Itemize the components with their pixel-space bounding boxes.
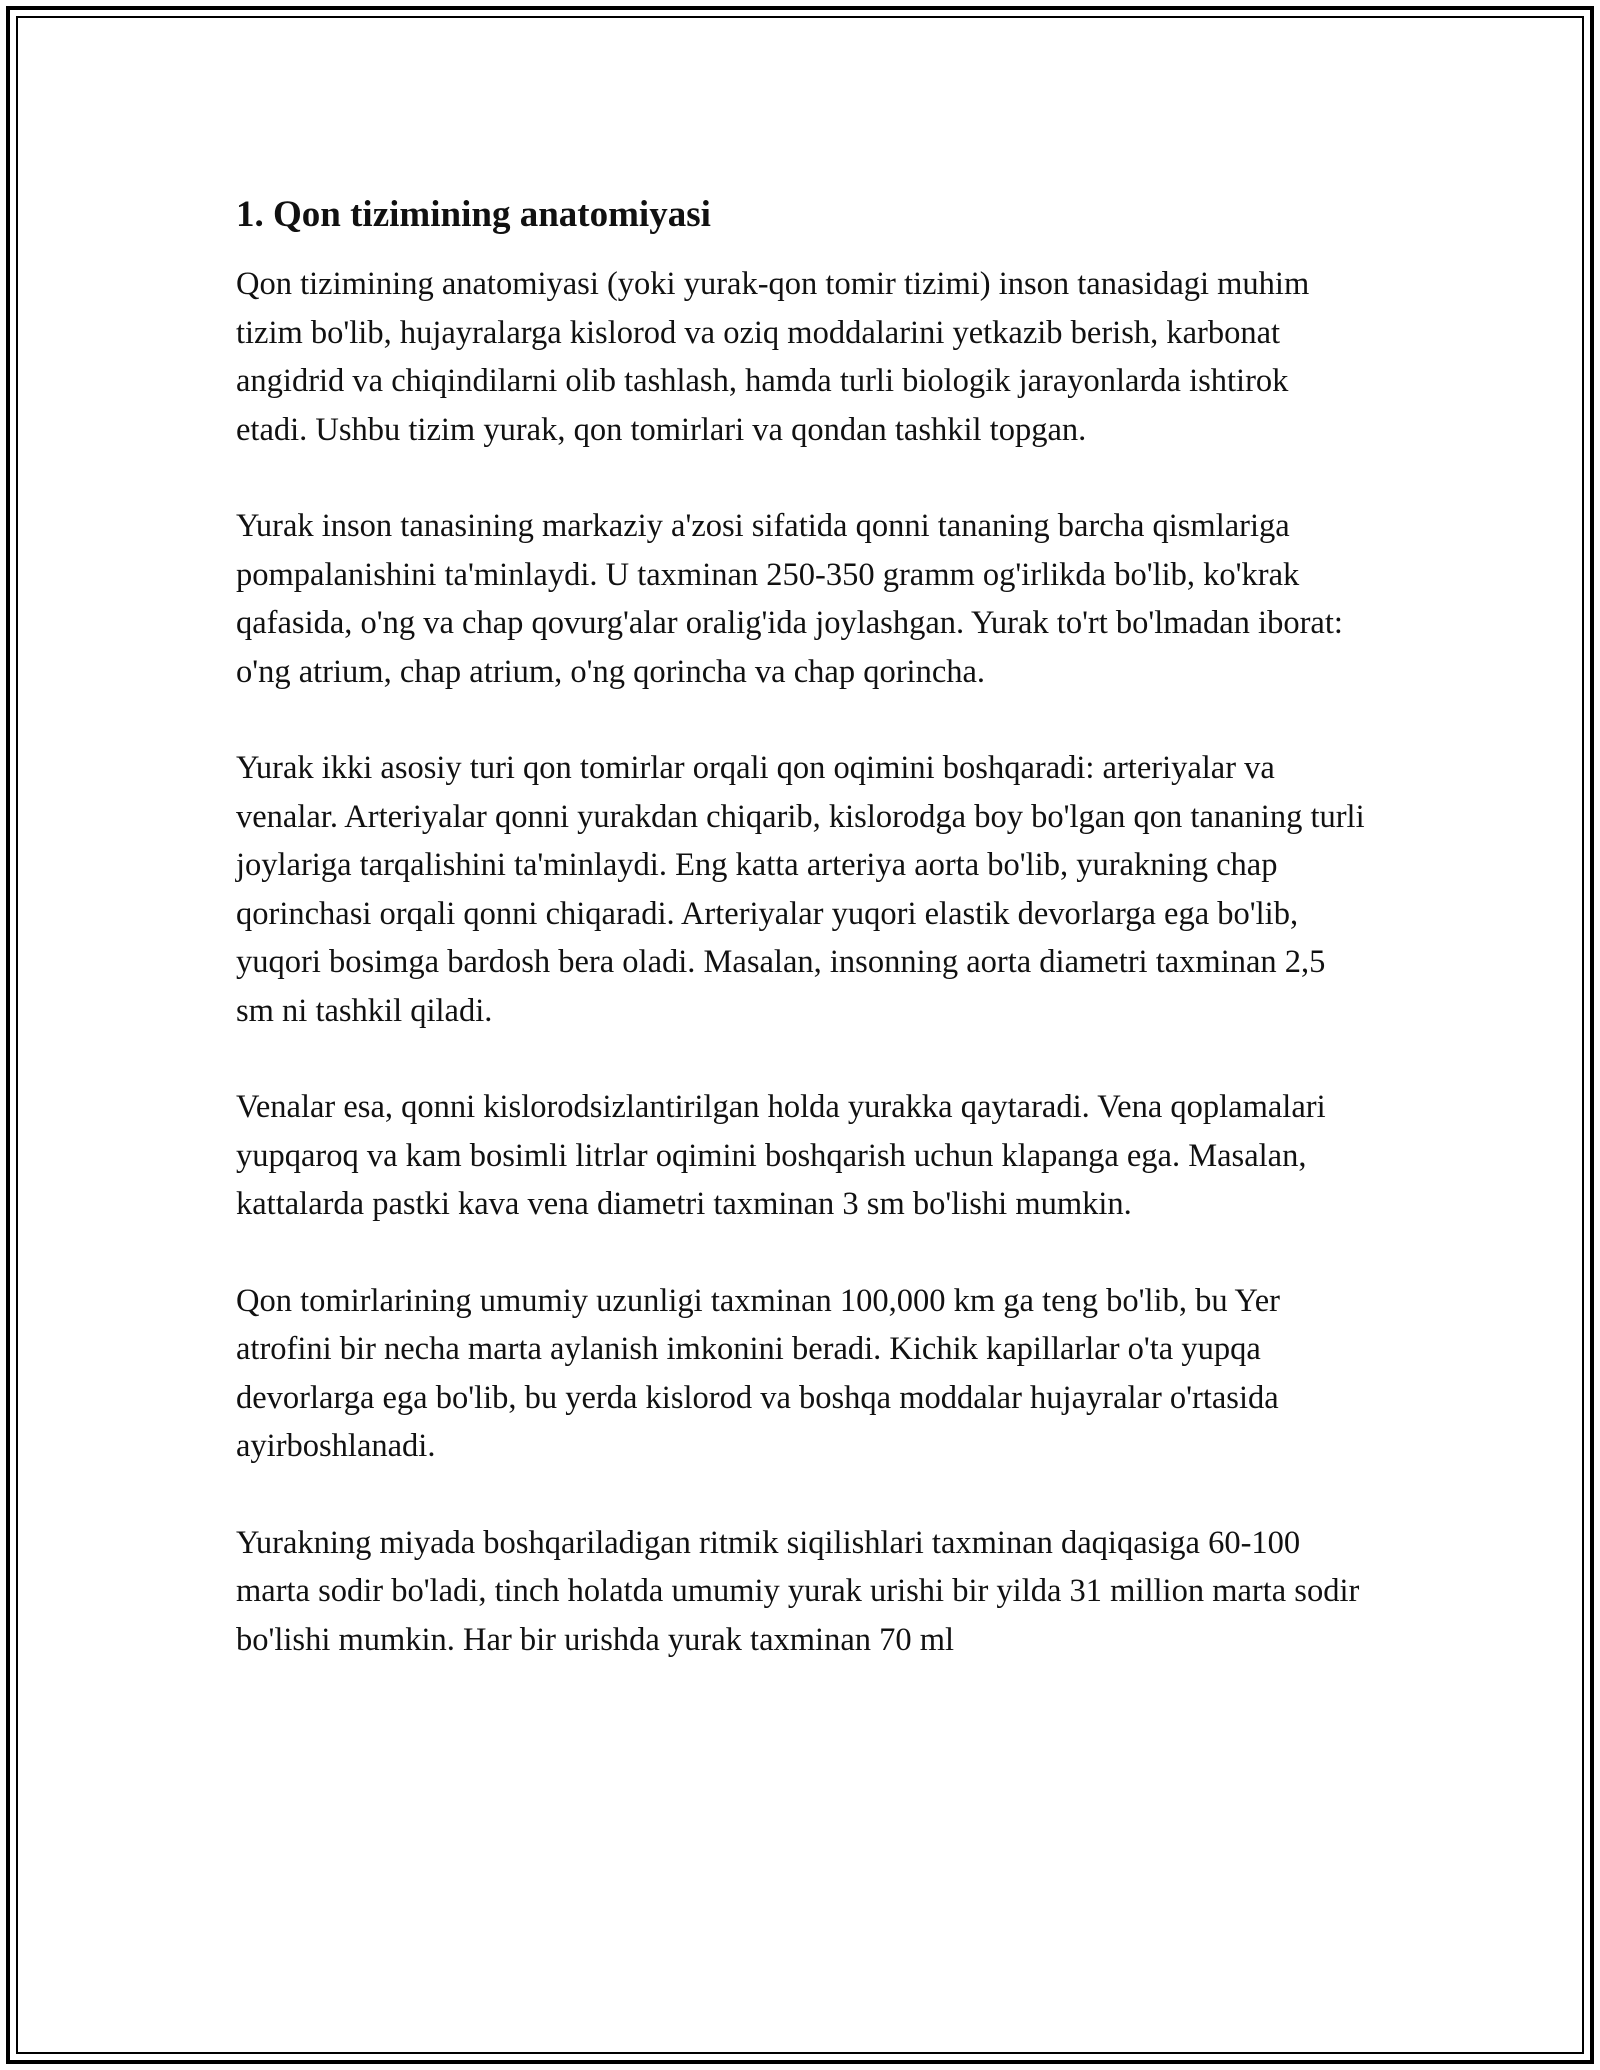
paragraph-veins: Venalar esa, qonni kislorodsizlantirilgan holda yurakka qaytaradi. Vena qoplamalari yupqaroq va kam bosimli litrlar oqimini boshqarish uchun klapanga ega. Masalan, kattalarda pastki kava vena diametri taxminan 3 sm bo'lishi mumkin.	[236, 1089, 1326, 1222]
paragraph-intro: Qon tizimining anatomiyasi (yoki yurak-qon tomir tizimi) inson tanasidagi muhim tizim bo'lib, hujayralarga kislorod va oziq moddalarini yetkazib berish, karbonat angidrid va chiqindilarni olib tashlash, hamda turli biologik jarayonlarda ishtirok etadi. Ushbu tizim yurak, qon tomirlari va qondan tashkil topgan.	[236, 266, 1310, 448]
paragraph-heart-rate: Yurakning miyada boshqariladigan ritmik siqilishlari taxminan daqiqasiga 60-100 marta sodir bo'ladi, tinch holatda umumiy yurak urishi bir yilda 31 million marta sodir bo'lishi mumkin. Har bir urishda yurak taxminan 70 ml	[236, 1524, 1360, 1658]
document-body	[236, 190, 1366, 1712]
paragraph-arteries: Yurak ikki asosiy turi qon tomirlar orqali qon oqimini boshqaradi: arteriyalar va venalar. Arteriyalar qonni yurakdan chiqarib, kislorodga boy bo'lgan qon tananing turli joylariga tarqalishini ta'minlaydi. Eng katta arteriya aorta bo'lib, yurakning chap qorinchasi orqali qonni chiqaradi. Arteriyalar yuqori elastik devorlarga ega bo'lib, yuqori bosimga bardosh bera oladi. Masalan, insonning aorta diametri taxminan 2,5 sm ni tashkil qiladi.	[236, 750, 1365, 1029]
paragraph-heart: Yurak inson tanasining markaziy a'zosi sifatida qonni tananing barcha qismlariga pompalanishini ta'minlaydi. U taxminan 250-350 gramm og'irlikda bo'lib, ko'krak qafasida, o'ng va chap qovurg'alar oralig'ida joylashgan. Yurak to'rt bo'lmadan iborat: o'ng atrium, chap atrium, o'ng qorincha va chap qorincha.	[236, 508, 1343, 690]
paragraph-vessel-length: Qon tomirlarining umumiy uzunligi taxminan 100,000 km ga teng bo'lib, bu Yer atrofini bir necha marta aylanish imkonini beradi. Kichik kapillarlar o'ta yupqa devorlarga ega bo'lib, bu yerda kislorod va boshqa moddalar hujayralar o'rtasida ayirboshlanadi.	[236, 1282, 1280, 1464]
section-heading: 1. Qon tizimining anatomiyasi	[236, 194, 711, 235]
